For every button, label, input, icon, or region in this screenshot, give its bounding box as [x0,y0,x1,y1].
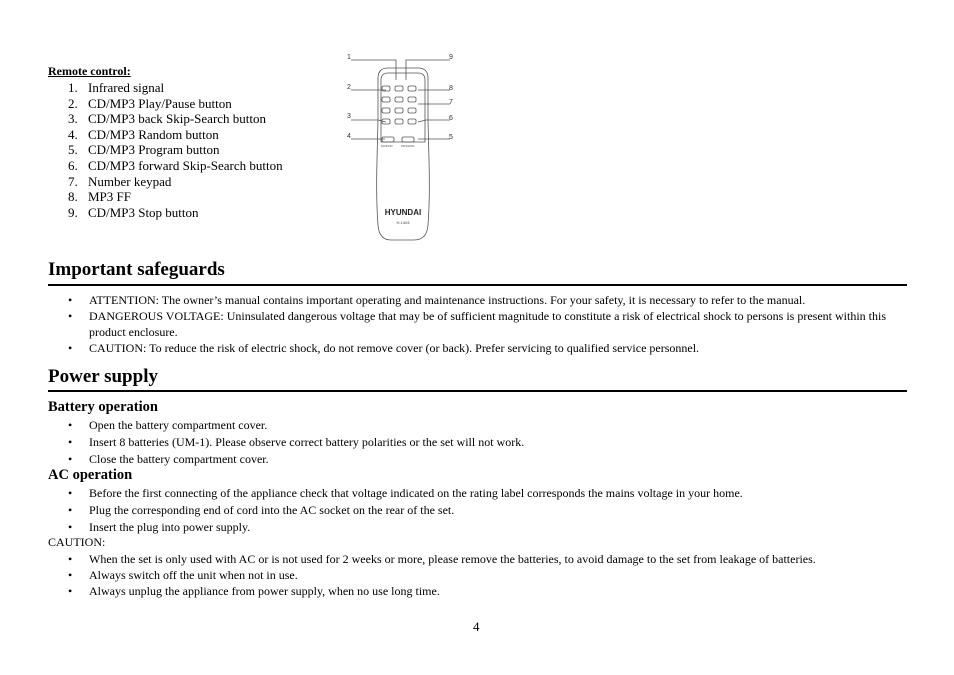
caution-list [48,551,907,599]
list-item: • DANGEROUS VOLTAGE: Uninsulated dangerous voltage that may be of sufficient magnitude to constitute a risk of electrical shock to persons is present within this product enclosure. [68,309,887,339]
callout-label: 8 [449,85,453,92]
callout-label: 6 [449,115,453,122]
list-item: 9. CD/MP3 Stop button [68,204,199,220]
battery-list [48,417,907,467]
brand-logo: HYUNDAI [384,208,422,217]
list-item: • Plug the corresponding end of cord into the AC socket on the rear of the set. [68,503,455,517]
divider [48,284,907,286]
callout-label: 4 [347,133,351,140]
callout-label: 5 [449,134,453,141]
callout-label: 7 [449,99,453,106]
list-item: 3. CD/MP3 back Skip-Search button [68,111,267,127]
list-item: 4. CD/MP3 Random button [68,126,219,142]
callout-label: 1 [347,54,351,61]
callout-label: 9 [449,54,453,61]
list-item: • Open the battery compartment cover. [68,418,268,432]
model-number: H-1404 [396,220,410,225]
list-item: • Always unplug the appliance from power supply, when no use long time. [68,584,440,598]
caution-label: CAUTION: [48,535,106,549]
list-item: • When the set is only used with AC or is not used for 2 weeks or more, please remove the batteries, to avoid damage to the set from leakage of batteries. [68,552,816,566]
list-item: 7. Number keypad [68,173,172,189]
remote-control-list [68,80,283,220]
divider [48,390,907,392]
safeguards-list [48,292,907,356]
remote-control-figure [338,50,462,245]
battery-operation-heading: Battery operation [48,399,158,415]
page-number: 4 [473,619,480,634]
list-item: 5. CD/MP3 Program button [68,142,220,158]
list-item: 8. MP3 FF [68,189,131,205]
list-item: • Always switch off the unit when not in use. [68,568,298,582]
program-label: PROGRAM [401,145,415,148]
list-item: • Before the first connecting of the appliance check that voltage indicated on the rating label corresponds the mains voltage in your home. [68,486,743,500]
list-item: • Insert 8 batteries (UM-1). Please observe correct battery polarities or the set will not work. [68,435,525,449]
ac-operation-heading: AC operation [48,467,133,483]
random-label: RANDOM [381,145,393,148]
list-item: • Close the battery compartment cover. [68,452,269,466]
list-item: 2. CD/MP3 Play/Pause button [68,95,232,111]
callout-label: 3 [347,113,351,120]
list-item: • Insert the plug into power supply. [68,520,251,534]
power-supply-heading: Power supply [48,366,158,387]
list-item: • ATTENTION: The owner’s manual contains important operating and maintenance instructions. For your safety, it is necessary to refer to the manual. [68,293,806,307]
callout-label: 2 [347,84,351,91]
list-item: 1. Infrared signal [68,80,165,95]
list-item: 6. CD/MP3 forward Skip-Search button [68,157,283,173]
remote-control-title: Remote control: [48,64,131,78]
list-item: • CAUTION: To reduce the risk of electric shock, do not remove cover (or back). Prefer servicing to qualified service personnel. [68,341,700,355]
safeguards-heading: Important safeguards [48,259,225,280]
ac-list [48,485,907,535]
